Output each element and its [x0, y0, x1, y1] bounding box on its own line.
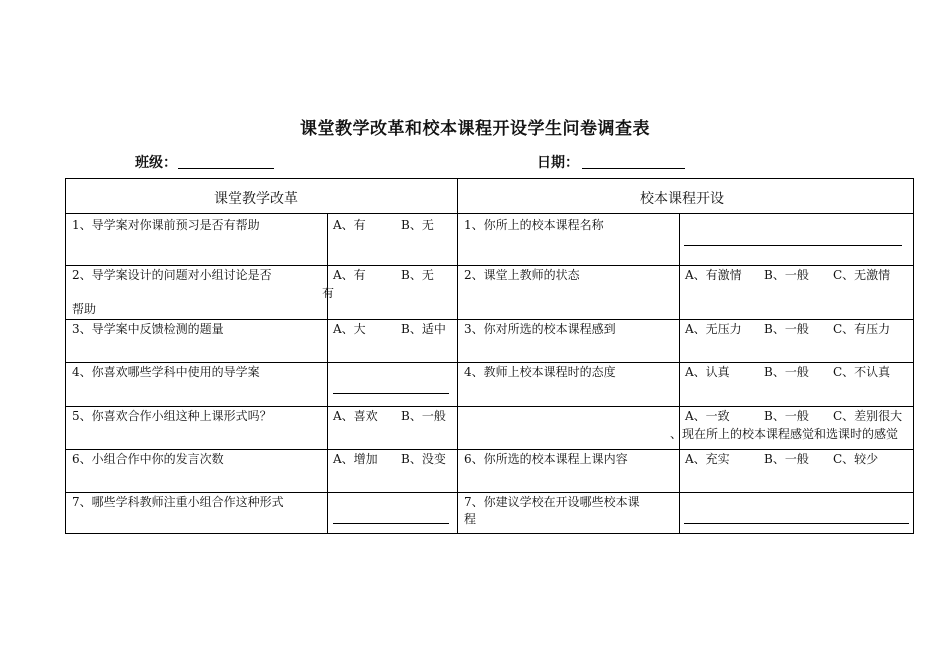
- class-blank[interactable]: [178, 168, 274, 169]
- left-option-b-6[interactable]: B、没变: [401, 452, 446, 466]
- row-line: [66, 319, 913, 320]
- date-blank[interactable]: [582, 168, 685, 169]
- row-line: [66, 492, 913, 493]
- row-line: [66, 362, 913, 363]
- right-option-a-4[interactable]: A、认真: [685, 365, 730, 379]
- right-question-5: 、现在所上的校本课程感觉和选课时的感觉: [670, 427, 899, 441]
- left-option-a-1[interactable]: A、有: [333, 218, 366, 232]
- right-option-b-4[interactable]: B、一般: [764, 365, 809, 379]
- right-option-a-2[interactable]: A、有激情: [685, 268, 742, 282]
- left-option-a-3[interactable]: A、大: [333, 322, 366, 336]
- right-option-c-5[interactable]: C、差别很大: [833, 409, 903, 423]
- right-option-c-4[interactable]: C、不认真: [833, 365, 891, 379]
- right-option-a-5[interactable]: A、一致: [685, 409, 730, 423]
- right-question-4: 4、教师上校本课程时的态度: [464, 365, 616, 379]
- left-option-a-5[interactable]: A、喜欢: [333, 409, 378, 423]
- right-option-c-3[interactable]: C、有压力: [833, 322, 891, 336]
- right-option-b-5[interactable]: B、一般: [764, 409, 809, 423]
- column-divider-main: [457, 179, 458, 533]
- left-question-2-cont: 帮助: [72, 302, 97, 316]
- left-question-7: 7、哪些学科教师注重小组合作这种形式: [72, 495, 284, 509]
- right-option-b-2[interactable]: B、一般: [764, 268, 809, 282]
- left-option-a-6[interactable]: A、增加: [333, 452, 378, 466]
- right-question-2: 2、课堂上教师的状态: [464, 268, 580, 282]
- left-option-a-2[interactable]: A、有: [333, 268, 366, 282]
- left-question-2-overflow: 有: [322, 286, 335, 300]
- right-question-7: 7、你建议学校在开设哪些校本课: [464, 495, 640, 509]
- left-option-b-1[interactable]: B、无: [401, 218, 434, 232]
- right-section-header: 校本课程开设: [640, 191, 724, 207]
- right-question-7-cont: 程: [464, 512, 477, 526]
- left-option-b-2[interactable]: B、无: [401, 268, 434, 282]
- left-question-2: 2、导学案设计的问题对小组讨论是否: [72, 268, 272, 282]
- row-line: [66, 265, 913, 266]
- left-section-header: 课堂教学改革: [214, 191, 298, 207]
- right-question-6: 6、你所选的校本课程上课内容: [464, 452, 628, 466]
- left-question-6: 6、小组合作中你的发言次数: [72, 452, 224, 466]
- right-question-3: 3、你对所选的校本课程感到: [464, 322, 616, 336]
- right-option-c-2[interactable]: C、无激情: [833, 268, 891, 282]
- left-option-b-5[interactable]: B、一般: [401, 409, 446, 423]
- date-label: 日期：: [537, 155, 579, 171]
- left-option-b-3[interactable]: B、适中: [401, 322, 446, 336]
- left-answer-blank-4[interactable]: [333, 393, 449, 394]
- left-answer-blank-7[interactable]: [333, 523, 449, 524]
- right-option-a-3[interactable]: A、无压力: [685, 322, 742, 336]
- page-title: 课堂教学改革和校本课程开设学生问卷调查表: [300, 119, 650, 139]
- row-line: [66, 213, 913, 214]
- survey-table: [65, 178, 914, 534]
- row-line: [66, 406, 913, 407]
- left-question-5: 5、你喜欢合作小组这种上课形式吗？: [72, 409, 272, 423]
- left-question-1: 1、导学案对你课前预习是否有帮助: [72, 218, 260, 232]
- column-divider-left: [327, 213, 328, 533]
- class-label: 班级：: [135, 155, 177, 171]
- right-option-b-6[interactable]: B、一般: [764, 452, 809, 466]
- right-option-c-6[interactable]: C、较少: [833, 452, 879, 466]
- left-question-4: 4、你喜欢哪些学科中使用的导学案: [72, 365, 260, 379]
- right-answer-blank-1[interactable]: [684, 245, 902, 246]
- left-question-3: 3、导学案中反馈检测的题量: [72, 322, 224, 336]
- right-answer-blank-7[interactable]: [684, 523, 909, 524]
- right-option-a-6[interactable]: A、充实: [685, 452, 730, 466]
- column-divider-right: [679, 213, 680, 533]
- row-line: [66, 449, 913, 450]
- right-question-1: 1、你所上的校本课程名称: [464, 218, 604, 232]
- right-option-b-3[interactable]: B、一般: [764, 322, 809, 336]
